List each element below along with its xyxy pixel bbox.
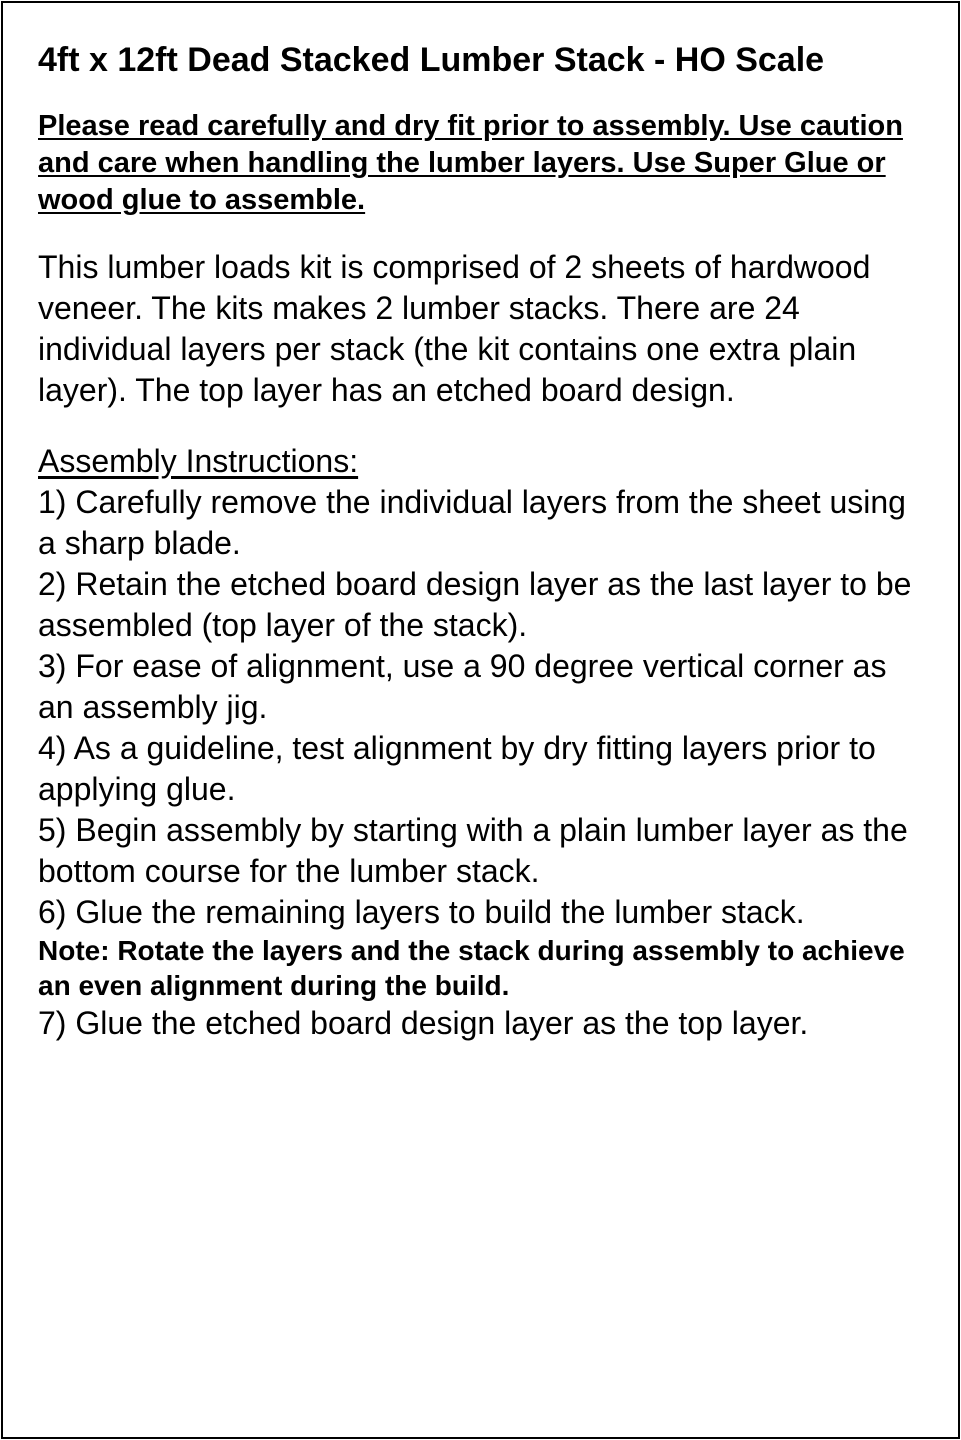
instruction-step-6: 6) Glue the remaining layers to build the lumber stack. <box>38 894 805 930</box>
assembly-note: Note: Rotate the layers and the stack during assembly to achieve an even alignment during the build. <box>38 935 905 1001</box>
instruction-step-1: 1) Carefully remove the individual layers from the sheet using a sharp blade. <box>38 484 906 561</box>
instruction-step-7: 7) Glue the etched board design layer as the top layer. <box>38 1005 809 1041</box>
assembly-instructions <box>38 441 938 1044</box>
warning-text: Please read carefully and dry fit prior to assembly. Use caution and care when handling the lumber layers. Use Super Glue or wood glue to assemble. <box>38 110 903 216</box>
instruction-step-2: 2) Retain the etched board design layer as the last layer to be assembled (top layer of the stack). <box>38 566 912 643</box>
assembly-heading: Assembly Instructions: <box>38 443 359 479</box>
instruction-step-4: 4) As a guideline, test alignment by dry fitting layers prior to applying glue. <box>38 730 876 807</box>
instruction-step-3: 3) For ease of alignment, use a 90 degree vertical corner as an assembly jig. <box>38 648 887 725</box>
intro-paragraph: This lumber loads kit is comprised of 2 sheets of hardwood veneer. The kits makes 2 lumber stacks. There are 24 individual layers per stack (the kit contains one extra plain layer). The top layer has an etched board design. <box>38 249 871 408</box>
document-title: 4ft x 12ft Dead Stacked Lumber Stack - HO Scale <box>38 41 825 79</box>
instruction-step-5: 5) Begin assembly by starting with a plain lumber layer as the bottom course for the lumber stack. <box>38 812 908 889</box>
document-body <box>38 38 938 1044</box>
